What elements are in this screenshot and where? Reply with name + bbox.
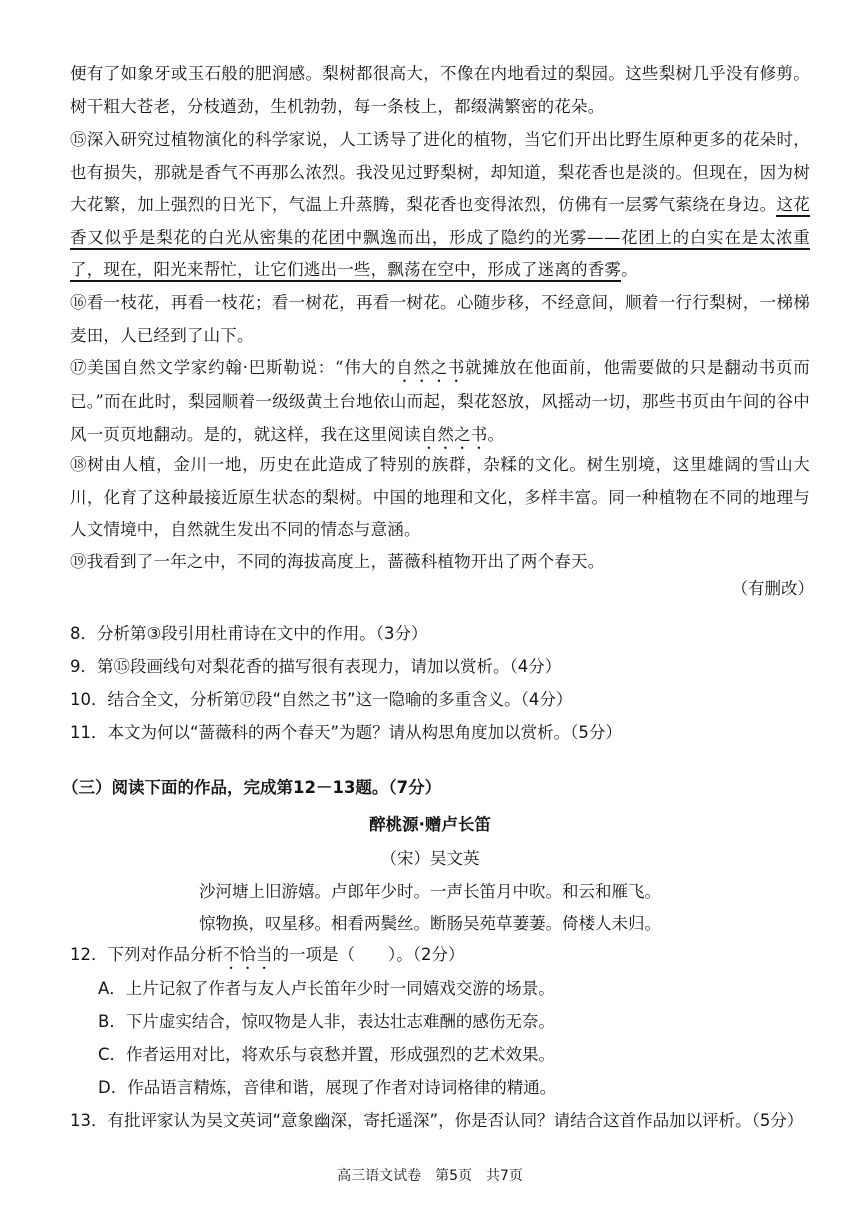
emphasis-not-appropriate: 不恰当 [223,945,273,964]
emphasis-nature-book-2: 自然之书 [420,424,488,444]
option-c: C．作者运用对比，将欢乐与哀愁并置，形成强烈的艺术效果。 [98,1045,556,1064]
question-10: 10．结合全文，分析第⑰段“自然之书”这一隐喻的多重含义。（4分） [70,690,573,709]
question-12-text-a: 12．下列对作品分析 [70,945,223,964]
paragraph-intro-text: 便有了如象牙或玉石般的肥润感。梨树都很高大，不像在内地看过的梨园。这些梨树几乎没有修剪。树干粗大苍老，分枝遒劲，生机勃勃，每一条枝上，都缀满繁密的花朵。 [70,64,810,116]
poem-author: （宋）吴文英 [380,849,480,868]
question-12 [70,943,830,973]
paragraph-15-text: ⑮深入研究过植物演化的科学家说，人工诱导了进化的植物，当它们开出比野生原种更多的花朵时，也有损失，那就是香气不再那么浓烈。我没见过野梨树，却知道，梨花香也是淡的。但现在，因为树大花繁，加上强烈的日光下，气温上升蒸腾，梨花香也变得浓烈，仿佛有一层雾气萦绕在身边。 [70,130,810,214]
paragraph-18 [70,449,810,547]
paragraph-16 [70,287,810,352]
paragraph-19-text: ⑲我看到了一年之中，不同的海拔高度上，蔷薇科植物开出了两个春天。 [70,552,605,571]
question-9: 9．第⑮段画线句对梨花香的描写很有表现力，请加以赏析。（4分） [70,657,562,676]
question-11: 11．本文为何以“蔷薇科的两个春天”为题？请从构思角度加以赏析。（5分） [70,723,622,742]
emphasis-nature-book-1: 自然之书 [396,358,466,377]
section-3-heading: （三）阅读下面的作品，完成第12－13题。（7分） [62,778,442,797]
paragraph-15 [70,124,810,287]
option-d: D．作品语言精炼，音律和谐，展现了作者对诗词格律的精通。 [98,1078,557,1097]
question-12-text-b: 的一项是（ ）。（2分） [272,945,465,964]
page-footer: 高三语文试卷 第5页 共7页 [337,1168,523,1184]
option-a: A．上片记叙了作者与友人卢长笛年少时一同嬉戏交游的场景。 [98,979,555,998]
poem-title: 醉桃源·赠卢长笛 [369,815,491,834]
poem-line-1: 沙河塘上旧游嬉。卢郎年少时。一声长笛月中吹。和云和雁飞。 [199,882,661,901]
paragraph-18-text: ⑱树由人植，金川一地，历史在此造成了特别的族群，杂糅的文化。树生别境，这里雄阔的雪山大川，化育了这种最接近原生状态的梨树。中国的地理和文化，多样丰富。同一种植物在不同的地理与人文情境中，自然就生发出不同的情态与意涵。 [70,455,810,539]
source-note: （有删改） [731,579,814,598]
paragraph-19 [70,546,810,579]
option-b: B．下片虚实结合，惊叹物是人非，表达壮志难酬的感伤无奈。 [98,1012,555,1031]
paragraph-17-text-b: 就摊放在他面前，他需要做的只是翻动书页而已。”而在此时，梨园顺着一级级黄土台地依山而起，梨花怒放，风摇动一切，那些书页由午间的谷中风一页页地翻动。是的，就这样，我在这里阅读 [70,358,810,444]
question-8: 8．分析第③段引用杜甫诗在文中的作用。（3分） [70,624,428,643]
paragraph-15-end: 。 [621,260,638,279]
underlined-sentence: 这花香又似乎是梨花的白光从密集的花团中飘逸而出，形成了隐约的光雾——花团上的白实在是太浓重了，现在，阳光来帮忙，让它们逃出一些，飘荡在空中，形成了迷离的香雾 [70,195,810,282]
paragraph-17-end: 。 [487,424,505,444]
question-13: 13．有批评家认为吴文英词“意象幽深，寄托遥深”，你是否认同？请结合这首作品加以评析。（5分） [70,1111,804,1130]
paragraph-16-text: ⑯看一枝花，再看一枝花；看一树花，再看一树花。心随步移，不经意间，顺着一行行梨树，一梯梯麦田，人已经到了山下。 [70,293,810,345]
poem-line-2: 惊物换，叹星移。相看两鬓丝。断肠吴苑草萋萋。倚楼人未归。 [199,914,661,933]
paragraph-intro [70,58,810,123]
paragraph-17-text-a: ⑰美国自然文学家约翰·巴斯勒说：“伟大的 [70,358,397,377]
paragraph-17 [70,352,810,453]
